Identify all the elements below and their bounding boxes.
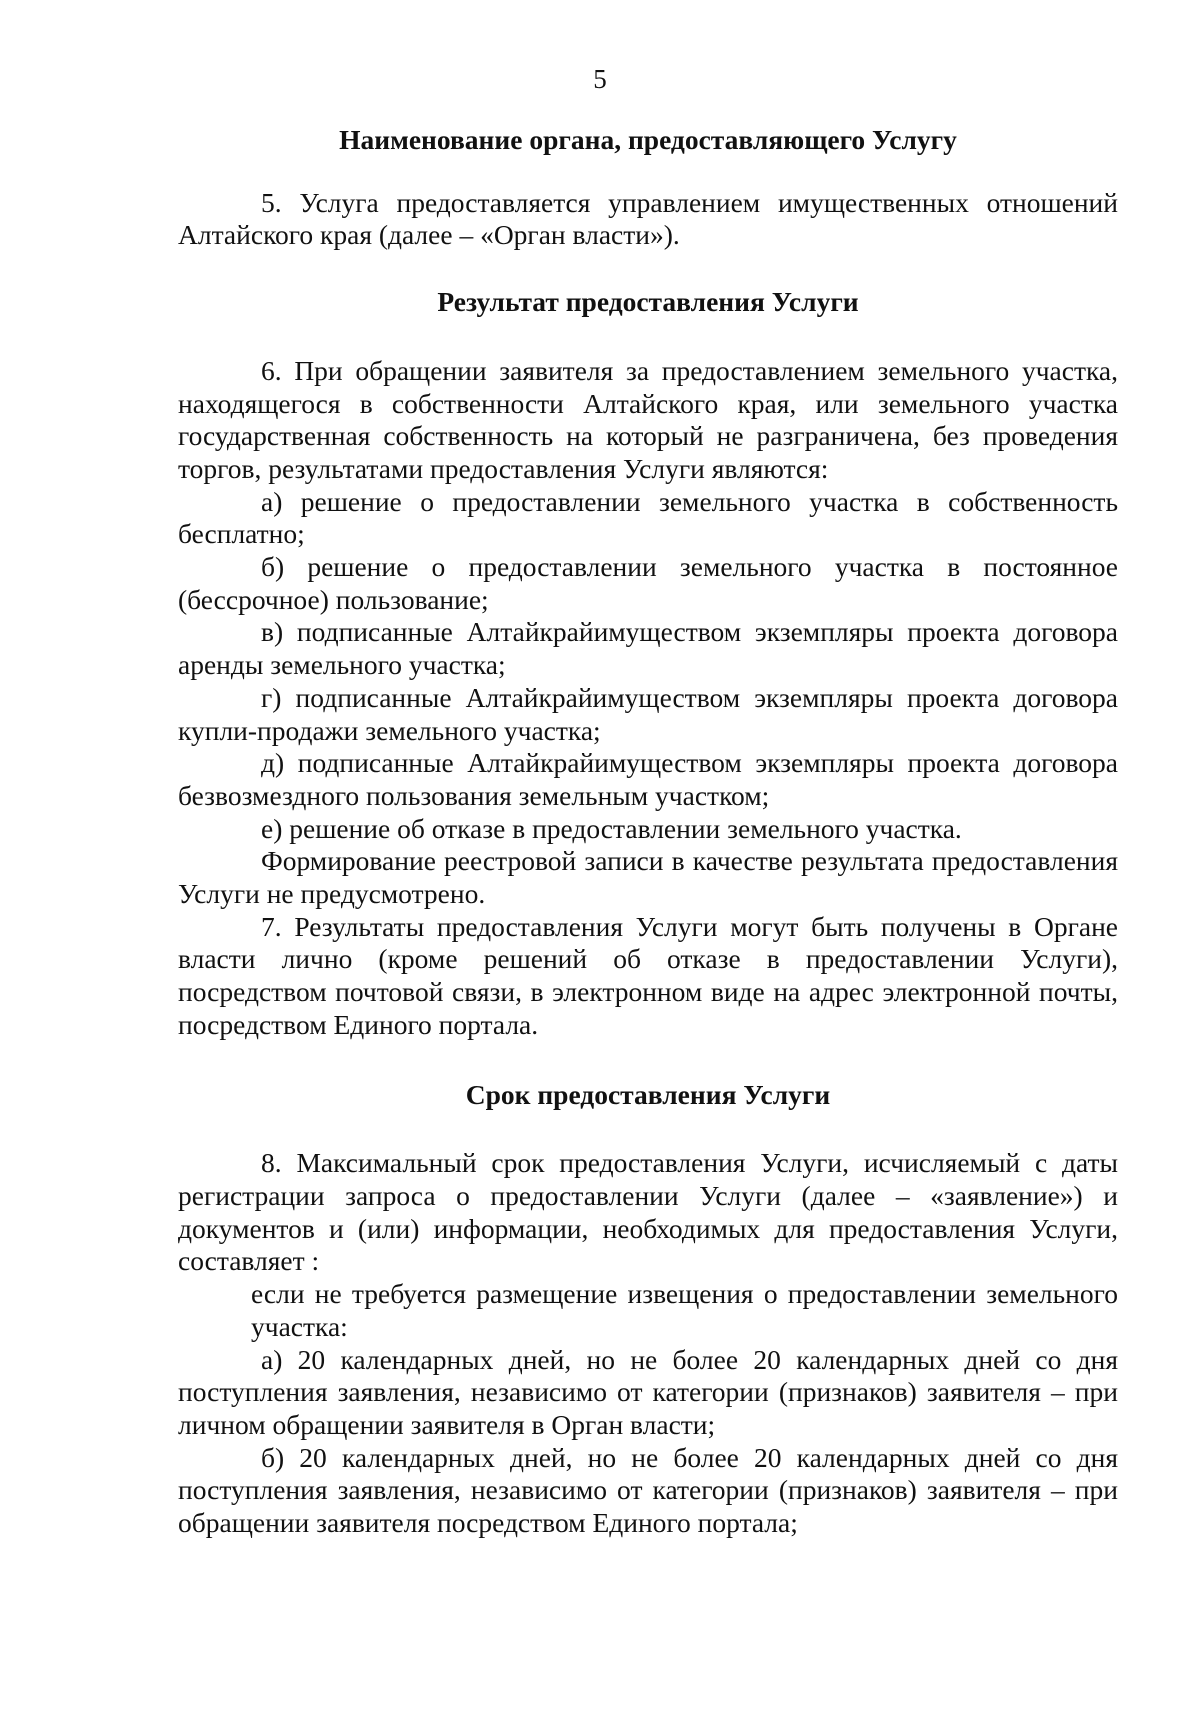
paragraph-8-item-a: а) 20 календарных дней, но не более 20 календарных дней со дня поступления заявления, независимо от категории (признаков) заявителя – при личном обращении заявителя в Орган власти; xyxy=(178,1343,1118,1440)
section-heading-result: Результат предоставления Услуги xyxy=(437,286,859,318)
paragraph-6-item-b: б) решение о предоставлении земельного участка в постоянное (бессрочное) пользование; xyxy=(178,551,1118,615)
paragraph-6-registry-note: Формирование реестровой записи в качестве результата предоставления Услуги не предусмотрено. xyxy=(178,845,1118,910)
paragraph-6-item-v: в) подписанные Алтайкрайимуществом экземпляры проекта договора аренды земельного участка; xyxy=(178,616,1118,681)
paragraph-6-item-d: д) подписанные Алтайкрайимуществом экземпляры проекта договора безвозмездного пользования земельным участком; xyxy=(178,747,1118,811)
paragraph-8-item-b: б) 20 календарных дней, но не более 20 календарных дней со дня поступления заявления, независимо от категории (признаков) заявителя – при обращении заявителя посредством Единого портала; xyxy=(178,1441,1118,1539)
paragraph-8-condition: если не требуется размещение извещения о предоставлении земельного участка: xyxy=(251,1278,1118,1342)
paragraph-6-item-g: г) подписанные Алтайкрайимуществом экземпляры проекта договора купли-продажи земельного участка; xyxy=(178,681,1118,746)
document-body xyxy=(178,124,1118,1540)
section-heading-term: Срок предоставления Услуги xyxy=(465,1078,831,1110)
paragraph-6-item-e: е) решение об отказе в предоставлении земельного участка. xyxy=(261,812,962,844)
section-heading-authority: Наименование органа, предоставляющего Услугу xyxy=(339,124,957,155)
paragraph-5: 5. Услуга предоставляется управлением имущественных отношений Алтайского края (далее – «Орган власти»). xyxy=(178,186,1118,251)
page-number: 5 xyxy=(593,64,607,94)
paragraph-8: 8. Максимальный срок предоставления Услуги, исчисляемый с даты регистрации запроса о предоставлении Услуги (далее – «заявление») и документов и (или) информации, необходимых для предоставления Услуги, составляет : xyxy=(178,1147,1118,1277)
paragraph-6-item-a: а) решение о предоставлении земельного участка в собственность бесплатно; xyxy=(178,485,1118,550)
paragraph-7: 7. Результаты предоставления Услуги могут быть получены в Органе власти лично (кроме решений об отказе в предоставлении Услуги), посредством почтовой связи, в электронном виде на адрес электронной почты, посредством Единого портала. xyxy=(178,910,1118,1040)
paragraph-6: 6. При обращении заявителя за предоставлением земельного участка, находящегося в собственности Алтайского края, или земельного участка государственная собственность на который не разграничена, без проведения торгов, результатами предоставления Услуги являются: xyxy=(178,354,1118,484)
